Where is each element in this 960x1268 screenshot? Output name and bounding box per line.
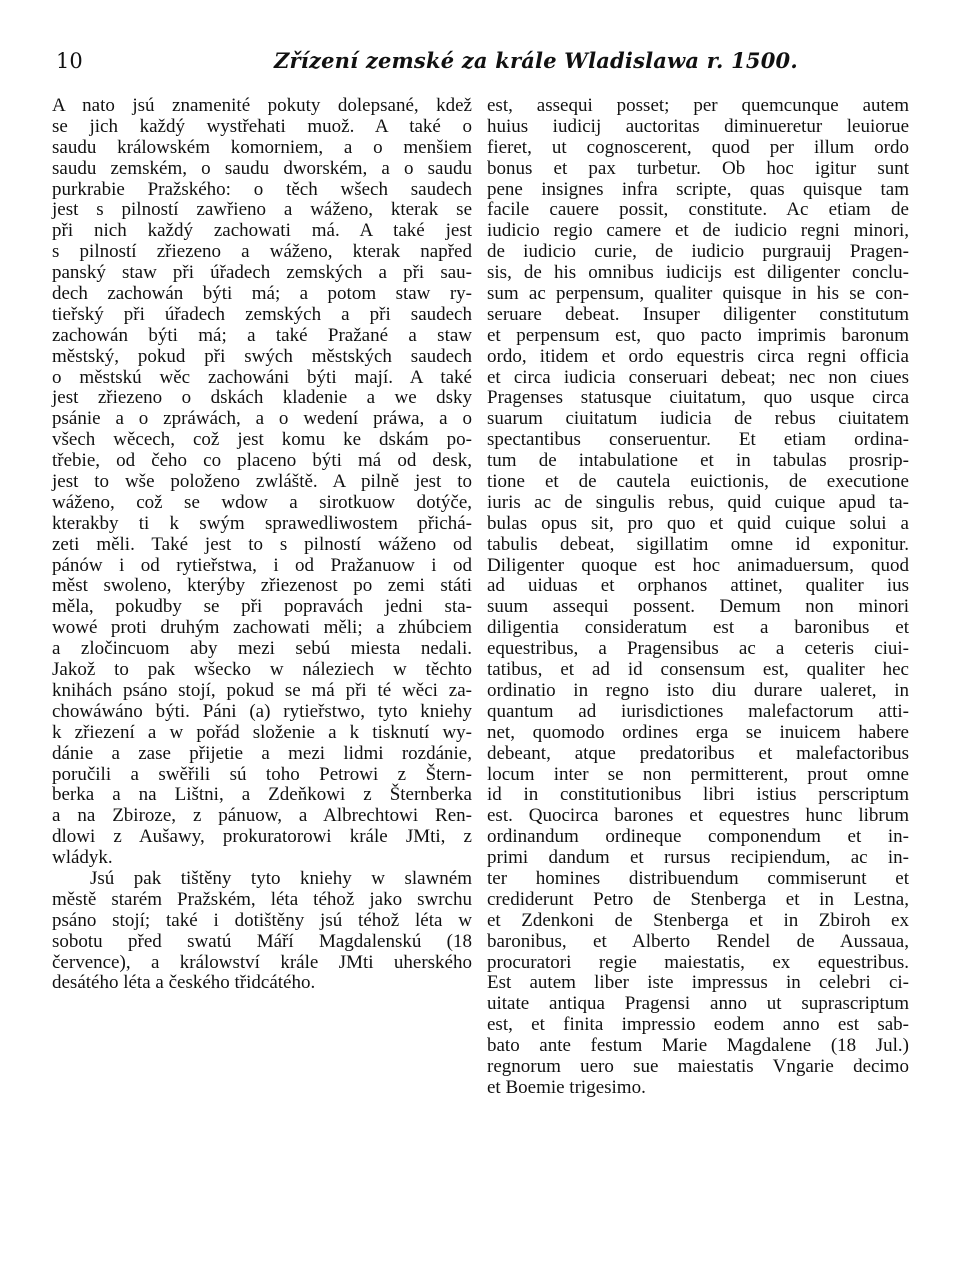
text-line: ordinatio in regno isto diu durare ualeret, in: [487, 679, 909, 701]
text-line: et circa iudicia conseruari debeat; nec non ciues: [487, 366, 909, 388]
text-line: desátého léta a českého třidcátého.: [52, 972, 316, 994]
text-line: tione et de cautela euictionis, de executione: [487, 471, 909, 493]
text-line: fieret, ut cognoscerent, quod per illum ordo: [487, 136, 909, 158]
text-line: jest to wše položeno zwláště. A pilně jest to: [52, 471, 472, 493]
text-line: Est autem liber iste impressus in celebri ci-: [487, 972, 909, 994]
text-line: procuratori regie maiestatis, ex equestribus.: [487, 951, 909, 973]
text-line: quantum ad iurisdictiones malefactorum atti-: [487, 700, 909, 722]
text-line: sis, de his omnibus iudicijs est diligenter conclu-: [487, 262, 909, 284]
text-line: primi dandum et rursus recipiendum, ac in-: [487, 847, 909, 869]
text-line: regnorum uero sue maiestatis Vngarie decimo: [487, 1055, 909, 1077]
text-line: dlowi z Aušawy, prokuratorowi krále JMti, z: [52, 826, 472, 848]
text-line: s pilností zřiezeno a wáženo, kterak napřed: [52, 241, 472, 263]
text-line: ad uiduas et orphanos attinet, qualiter ius: [487, 575, 909, 597]
text-line: sum ac perpensum, qualiter quisque in his se con-: [487, 283, 909, 305]
text-line: dánie a zase přijetie a mezi lidmi rozdánie,: [52, 742, 472, 764]
text-line: měst swoleno, kterýby zřiezenost po zemi státi: [52, 575, 472, 597]
text-line: facile cauere possit, constitute. Ac etiam de: [487, 199, 909, 221]
text-line: pene insignes infra scripte, quas quisque tam: [487, 178, 909, 200]
text-line: Diligenter quoque est hoc animaduersum, quod: [487, 554, 909, 576]
text-line: iuris ac de singulis rebus, quid cuique apud ta-: [487, 491, 909, 513]
text-line: locum inter se non permitterent, prout omne: [487, 763, 909, 785]
text-line: při nich každý zachowati má. A také jest: [52, 220, 472, 242]
text-line: dech zachowán býti má; a potom staw ry-: [52, 283, 472, 305]
text-line: psáno stojí; také i dotištěny jsú téhož léta w: [52, 909, 472, 931]
text-line: Pragenses statusque ciuitatum, quo usque circa: [487, 387, 909, 409]
running-title: Zřízení zemské za krále Wladislawa r. 1500.: [274, 48, 798, 73]
text-line: sobotu před swatú Máří Magdalenskú (18: [52, 930, 472, 952]
text-line: et Zdenkoni de Stenberga et in Zbiroh ex: [487, 909, 909, 931]
text-line: berka a na Lištni, a Zdeňkowi z Šternberka: [52, 784, 472, 806]
text-line: baronibus, et Alberto Rendel de Aussaua,: [487, 930, 909, 952]
text-line: diligentia consideratum est a baronibus et: [487, 617, 909, 639]
text-line: iudicio regio camere et de iudicio regni minori,: [487, 220, 909, 242]
text-line: est, et finita impressio eodem anno est sab-: [487, 1014, 909, 1036]
latin-text-column: [487, 96, 909, 1099]
text-line: tieřský při úřadech zemských a při saudech: [52, 303, 472, 325]
text-line: tatibus, et ad id consensum est, qualiter hec: [487, 659, 909, 681]
text-line: Jakož to pak wšecko w náleziech w těchto: [52, 659, 472, 681]
text-line: et Boemie trigesimo.: [487, 1076, 646, 1098]
text-line: wáženo, což se wdow a sirotkuow dotýče,: [52, 491, 472, 513]
czech-text-column: [52, 96, 472, 994]
text-line: est. Quocirca barones et equestres hunc librum: [487, 805, 909, 827]
text-line: všech wěcech, což jest komu ke dskám po-: [52, 429, 472, 451]
text-line: saudu králowském komorniem, a o menšiem: [52, 136, 472, 158]
text-line: knihách psáno stojí, pokud se má při té wěci za-: [52, 679, 472, 701]
text-line: městě starém Pražském, léta téhož jako swrchu: [52, 888, 472, 910]
text-line: o městskú wěc zachowáni býti mají. A také: [52, 366, 472, 388]
text-line: psánie a o zpráwách, a o wedení práwa, a o: [52, 408, 472, 430]
text-line: jest s pilností zawřieno a wáženo, kterak se: [52, 199, 472, 221]
text-line: spectantibus conseruentur. Et etiam ordina-: [487, 429, 909, 451]
text-line: Jsú pak tištěny tyto kniehy w slawném: [90, 867, 472, 889]
text-line: saudu zemském, o saudu dworském, a o saudu: [52, 157, 472, 179]
text-line: zachowán býti má; a také Pražané a staw: [52, 324, 472, 346]
text-line: equestribus, a Pragensibus ac a ceteris ciui-: [487, 638, 909, 660]
text-line: id in constitutionibus libri istius perscriptum: [487, 784, 909, 806]
text-line: wládyk.: [52, 847, 113, 869]
text-line: suum assequi possent. Demum non minori: [487, 596, 909, 618]
text-line: panský staw při úřadech zemských a při sau-: [52, 262, 472, 284]
text-line: net, quomodo ordines erga se inuicem habere: [487, 721, 909, 743]
text-line: ter homines distribuendum commiserunt et: [487, 867, 909, 889]
text-line: suarum ciuitatum iudicia de rebus ciuitatem: [487, 408, 909, 430]
text-line: huius iudicij auctoritas diminueretur leuiorue: [487, 115, 909, 137]
text-line: purkrabie Pražského: o těch wšech saudech: [52, 178, 472, 200]
text-line: bulas opus sit, pro quo et quid cuique solui a: [487, 512, 909, 534]
text-line: chowáwáno býti. Páni (a) rytieřstwo, tyto kniehy: [52, 700, 472, 722]
text-line: třebie, od čeho co placeno býti má od desk,: [52, 450, 472, 472]
text-line: a zločincuom aby mezi sebú miesta nedali.: [52, 638, 472, 660]
text-line: se jich každý wystřehati muož. A také o: [52, 115, 472, 137]
page-number: 10: [56, 49, 83, 73]
text-line: ordinandum ordineque componendum et in-: [487, 826, 909, 848]
text-line: debeant, atque predatoribus et malefactoribus: [487, 742, 909, 764]
text-line: de iudicio curie, de iudicio purgrauij Pragen-: [487, 241, 909, 263]
text-line: et perpensum est, quo pacto imprimis baronum: [487, 324, 909, 346]
text-line: měla, pokudby se při popravách jedni sta-: [52, 596, 472, 618]
text-line: crediderunt Petro de Stenberga et in Lestna,: [487, 888, 909, 910]
text-line: července), a králowství krále JMti uherského: [52, 951, 472, 973]
text-line: bato ante festum Marie Magdalene (18 Jul.): [487, 1035, 909, 1057]
text-line: tabulis debeat, sigillatim omne id exponitur.: [487, 533, 909, 555]
text-line: seruare debeat. Insuper diligenter constitutum: [487, 303, 909, 325]
text-line: zeti měli. Také jest to s pilností wáženo od: [52, 533, 472, 555]
text-line: wowé proti druhým zachowati měli; a zhúbciem: [52, 617, 472, 639]
text-line: tum de intabulatione et in tabulas prosrip-: [487, 450, 909, 472]
text-line: k zřiezení a w pořád složenie a k tisknutí wy-: [52, 721, 472, 743]
text-line: A nato jsú znamenité pokuty dolepsané, kdež: [52, 95, 472, 116]
text-line: jest zřiezeno o dskách kladenie a we dsky: [52, 387, 472, 409]
text-line: pánów i od rytieřstwa, i od Pražanuow i od: [52, 554, 472, 576]
text-line: kterakby ti k swým sprawedliwostem přichá-: [52, 512, 472, 534]
text-line: est, assequi posset; per quemcunque autem: [487, 95, 909, 116]
text-line: bonus et pax turbetur. Ob hoc igitur sunt: [487, 157, 909, 179]
text-line: uitate antiqua Pragensi anno ut suprascriptum: [487, 993, 909, 1015]
page-header: [56, 46, 916, 76]
text-line: městský, pokud při swých městských saudech: [52, 345, 472, 367]
text-line: a na Zbiroze, z pánuow, a Albrechtowi Ren-: [52, 805, 472, 827]
text-line: poručili a swěřili sú toho Petrowi z Štern-: [52, 763, 472, 785]
text-line: ordo, itidem et ordo equestris circa regni officia: [487, 345, 909, 367]
